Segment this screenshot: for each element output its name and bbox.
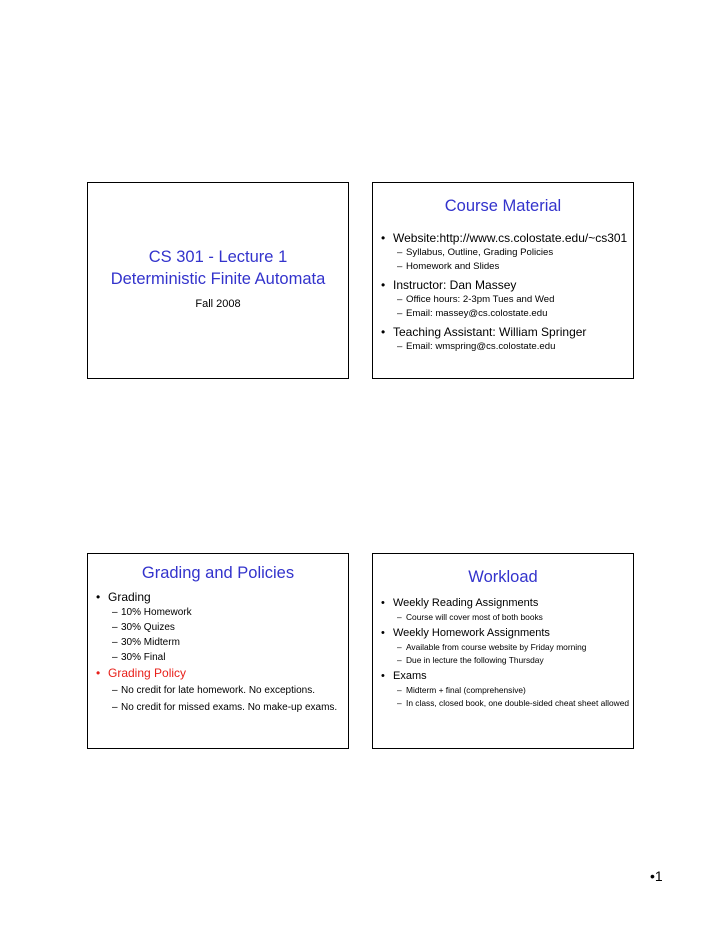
bullet-item: • Weekly Reading Assignments	[379, 596, 631, 611]
bullet-list	[379, 594, 631, 709]
sub-bullet-item: – 30% Midterm	[112, 637, 180, 648]
sub-bullet-item: – Course will cover most of both books	[397, 612, 543, 622]
sub-bullet-item: – In class, closed book, one double-sided cheat sheet allowed	[397, 698, 630, 708]
sub-bullet-item: – 30% Quizes	[112, 622, 175, 633]
sub-bullet-item: – Midterm + final (comprehensive)	[397, 685, 526, 695]
bullet-item: • Website:http://www.cs.colostate.edu/~cs301	[379, 230, 631, 246]
slide-title-line2: Deterministic Finite Automata	[110, 270, 326, 288]
slide-course-material	[372, 182, 634, 379]
sub-bullet-item: – Available from course website by Friday morning	[397, 642, 587, 652]
sub-bullet-item: – Due in lecture the following Thursday	[397, 655, 544, 665]
sub-bullet-item: – 30% Final	[112, 652, 166, 663]
sub-bullet-item: – Email: massey@cs.colostate.edu	[397, 308, 548, 319]
slide-workload	[372, 553, 634, 749]
sub-bullet-item: – 10% Homework	[112, 607, 192, 618]
slide-subtitle: Fall 2008	[195, 298, 241, 310]
bullet-item-highlight: • Grading Policy	[94, 666, 346, 681]
slide-heading: Course Material	[444, 197, 562, 215]
bullet-item: • Teaching Assistant: William Springer	[379, 324, 631, 340]
slide-grading-policies	[87, 553, 349, 749]
bullet-item: • Instructor: Dan Massey	[379, 277, 631, 293]
slide-title	[87, 182, 349, 379]
sub-bullet-item: – No credit for late homework. No exceptions.	[112, 685, 315, 696]
page-number: •1	[650, 868, 663, 884]
slide-title-line1: CS 301 - Lecture 1	[148, 248, 288, 266]
bullet-item: • Weekly Homework Assignments	[379, 626, 631, 641]
sub-bullet-item: – Syllabus, Outline, Grading Policies	[397, 247, 554, 258]
sub-bullet-item: – No credit for missed exams. No make-up exams.	[112, 702, 338, 713]
slide-heading: Grading and Policies	[141, 564, 295, 582]
slide-heading: Workload	[468, 568, 538, 586]
bullet-item: • Grading	[94, 590, 346, 605]
sub-bullet-item: – Email: wmspring@cs.colostate.edu	[397, 341, 556, 352]
bullet-list	[94, 590, 346, 715]
sub-bullet-item: – Homework and Slides	[397, 261, 500, 272]
sub-bullet-item: – Office hours: 2-3pm Tues and Wed	[397, 294, 555, 305]
bullet-item: • Exams	[379, 669, 631, 684]
bullet-list	[379, 227, 631, 354]
